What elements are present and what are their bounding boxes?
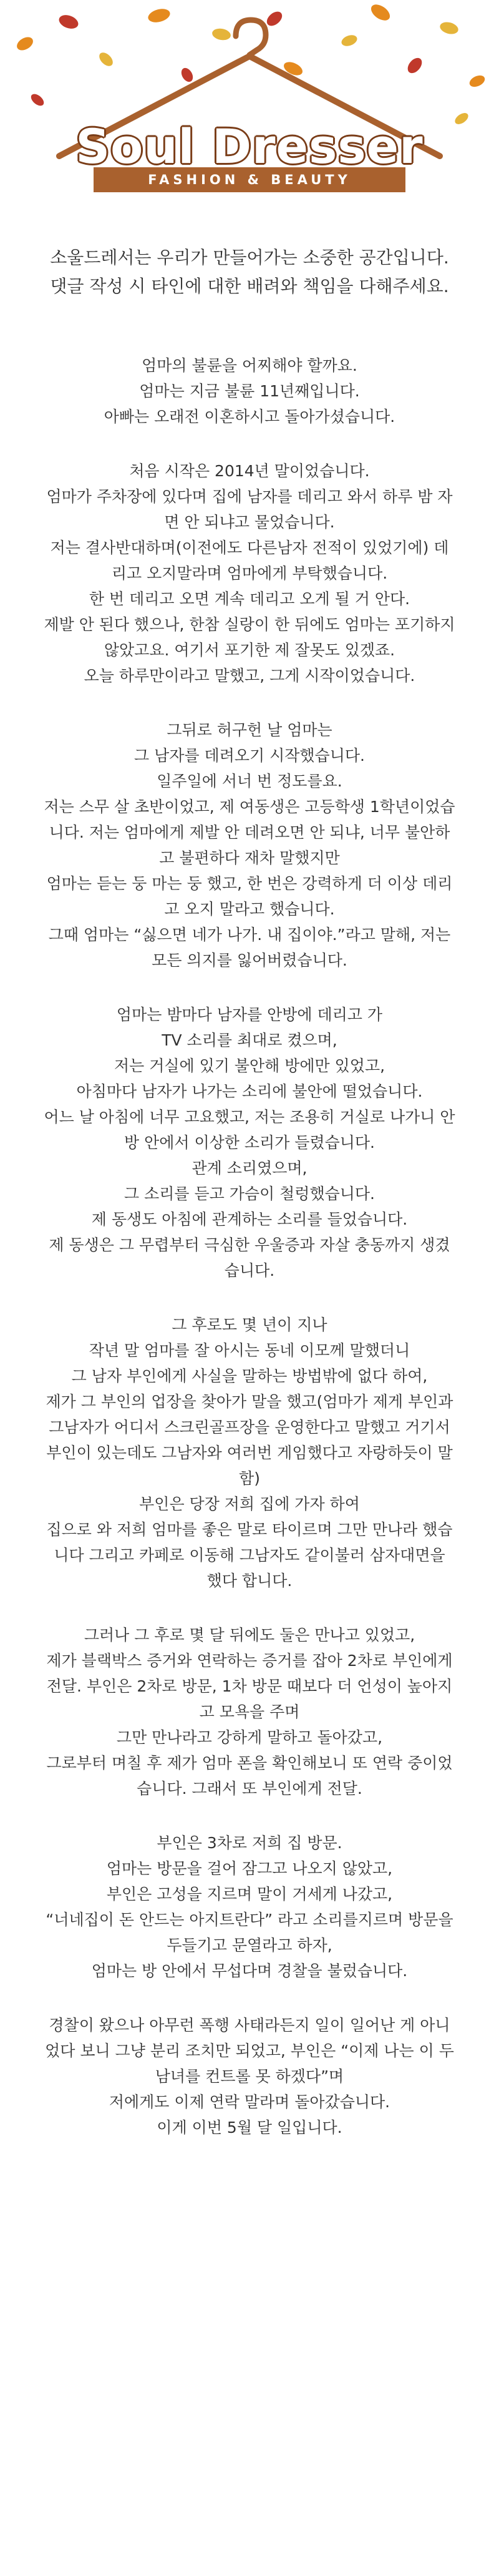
story-line: 집으로 와 저희 엄마를 좋은 말로 타이르며 그만 만나라 했습 (46, 1521, 453, 1539)
story-line: 전달. 부인은 2차로 방문, 1차 방문 때보다 더 언성이 높아지 (46, 1677, 453, 1695)
story-line: 엄마는 방문을 걸어 잠그고 나오지 않았고, (106, 1859, 393, 1878)
story-line: 경찰이 왔으나 아무런 폭행 사태라든지 일이 일어난 게 아니 (49, 2016, 450, 2034)
story-line: 제발 안 된다 했으나, 한참 실랑이 한 뒤에도 엄마는 포기하지 (44, 615, 455, 634)
story-line: 저는 결사반대하며(이전에도 다른남자 전적이 있었기에) 데 (50, 539, 449, 557)
story-line: 했다 합니다. (206, 1572, 293, 1590)
story-line: 제가 블랙박스 증거와 연락하는 증거를 잡아 2차로 부인에게 (46, 1652, 453, 1670)
story-line: 저는 스무 살 초반이었고, 제 여동생은 고등학생 1학년이었습 (44, 798, 455, 816)
story-line: 부인은 3차로 저희 집 방문. (157, 1834, 342, 1852)
story-line: 그러나 그 후로 몇 달 뒤에도 둘은 만나고 있었고, (84, 1626, 415, 1644)
story-paragraph-5 (28, 1312, 471, 1594)
story-line: 남녀를 컨트롤 못 하겠다”며 (155, 2067, 344, 2085)
story-line: 고 불편하다 재차 말했지만 (159, 849, 340, 867)
community-notice (28, 243, 471, 301)
story-line: 그때 엄마는 “싫으면 네가 나가. 내 집이야.”라고 말해, 저는 (48, 926, 451, 944)
story-line: 함) (239, 1469, 260, 1487)
story-line: 엄마의 불륜을 어찌해야 할까요. (142, 356, 357, 375)
story-line: 관계 소리였으며, (191, 1159, 308, 1177)
notice-line: 소울드레서는 우리가 만들어가는 소중한 공간입니다. (50, 247, 449, 268)
story-line: 방 안에서 이상한 소리가 들렸습니다. (124, 1134, 375, 1152)
story-line: 제 동생도 아침에 관계하는 소리를 들었습니다. (91, 1210, 408, 1228)
brand-tagline: FASHION & BEAUTY (148, 172, 351, 187)
story-line: 아침마다 남자가 나가는 소리에 불안에 떨었습니다. (76, 1082, 423, 1100)
story-line: 면 안 되냐고 물었습니다. (164, 513, 335, 531)
story-line: “너네집이 돈 안드는 아지트란다” 라고 소리를지르며 방문을 (46, 1911, 453, 1929)
story-line: 모든 의지를 잃어버렸습니다. (152, 951, 347, 969)
story-line: 부인이 있는데도 그남자와 여러번 게임했다고 자랑하듯이 말 (46, 1444, 453, 1462)
story-line: 두들기고 문열라고 하자, (167, 1936, 332, 1954)
brand-name: Soul Dresser (75, 119, 424, 174)
story-line: 고 모욕을 주며 (199, 1703, 300, 1721)
story-line: 작년 말 엄마를 잘 아시는 동네 이모께 말했더니 (89, 1341, 410, 1359)
story-line: 었다 보니 그냥 분리 조치만 되었고, 부인은 “이제 나는 이 두 (45, 2042, 454, 2060)
story-line: 어느 날 아침에 너무 고요했고, 저는 조용히 거실로 나가니 안 (44, 1108, 455, 1126)
story-body (28, 353, 471, 2140)
story-line: 한 번 데리고 오면 계속 데리고 오게 될 거 안다. (89, 590, 410, 608)
story-line: 습니다. 그래서 또 부인에게 전달. (137, 1780, 362, 1798)
story-line: 그 후로도 몇 년이 지나 (172, 1316, 327, 1334)
story-line: 오늘 하루만이라고 말했고, 그게 시작이었습니다. (84, 667, 415, 685)
story-paragraph-4 (28, 1002, 471, 1283)
story-line: 제 동생은 그 무렵부터 극심한 우울증과 자살 충동까지 생겼 (49, 1236, 450, 1254)
site-logo (0, 0, 499, 206)
story-line: 부인은 고성을 지르며 말이 거세게 나갔고, (106, 1885, 393, 1903)
story-line: 제가 그 부인의 업장을 찾아가 말을 했고(엄마가 제게 부인과 (46, 1393, 453, 1411)
story-line: 그로부터 며칠 후 제가 엄마 폰을 확인해보니 또 연락 중이었 (46, 1754, 453, 1772)
story-line: 니다 그리고 카페로 이동해 그남자도 같이불러 삼자대면을 (54, 1546, 445, 1564)
story-line: 이게 이번 5월 달 일입니다. (157, 2118, 342, 2137)
story-line: 엄마는 듣는 둥 마는 둥 했고, 한 번은 강력하게 더 이상 데리 (46, 874, 453, 893)
story-line: 않았고요. 여기서 포기한 제 잘못도 있겠죠. (104, 641, 395, 659)
story-line: 그 남자 부인에게 사실을 말하는 방법밖에 없다 하여, (71, 1367, 428, 1385)
story-line: 처음 시작은 2014년 말이었습니다. (129, 462, 370, 480)
story-paragraph-1 (28, 353, 471, 429)
story-line: 니다. 저는 엄마에게 제발 안 데려오면 안 되냐, 너무 불안하 (49, 823, 450, 841)
story-paragraph-6 (28, 1622, 471, 1801)
story-line: 고 오지 말라고 했습니다. (164, 900, 335, 918)
story-line: 그만 만나라고 강하게 말하고 돌아갔고, (116, 1728, 383, 1746)
story-line: TV 소리를 최대로 켰으며, (162, 1031, 337, 1049)
story-line: 엄마는 방 안에서 무섭다며 경찰을 불렀습니다. (91, 1962, 408, 1980)
story-line: 엄마는 지금 불륜 11년째입니다. (139, 382, 360, 400)
story-paragraph-3 (28, 717, 471, 973)
story-line: 엄마가 주차장에 있다며 집에 남자를 데리고 와서 하루 밤 자 (46, 487, 453, 506)
story-line: 리고 오지말라며 엄마에게 부탁했습니다. (111, 564, 388, 582)
story-paragraph-7 (28, 1830, 471, 1984)
story-paragraph-2 (28, 458, 471, 688)
story-line: 그 소리를 듣고 가슴이 철렁했습니다. (124, 1185, 375, 1203)
story-line: 습니다. (224, 1261, 275, 1280)
story-line: 그남자가 어디서 스크린골프장을 운영한다고 말했고 거기서 (49, 1418, 450, 1436)
story-paragraph-8 (28, 2012, 471, 2140)
story-line: 저는 거실에 있기 불안해 방에만 있었고, (114, 1057, 385, 1075)
story-line: 그 남자를 데려오기 시작했습니다. (134, 747, 365, 765)
story-line: 그뒤로 허구헌 날 엄마는 (167, 721, 332, 739)
notice-line: 댓글 작성 시 타인에 대한 배려와 책임을 다해주세요. (50, 276, 449, 296)
story-line: 저에게도 이제 연락 말라며 돌아갔습니다. (109, 2093, 390, 2111)
story-line: 아빠는 오래전 이혼하시고 돌아가셨습니다. (104, 408, 395, 426)
story-line: 엄마는 밤마다 남자를 안방에 데리고 가 (116, 1006, 383, 1024)
story-line: 일주일에 서너 번 정도를요. (157, 772, 342, 790)
story-line: 부인은 당장 저희 집에 가자 하여 (139, 1495, 360, 1513)
post-content (0, 243, 499, 2169)
